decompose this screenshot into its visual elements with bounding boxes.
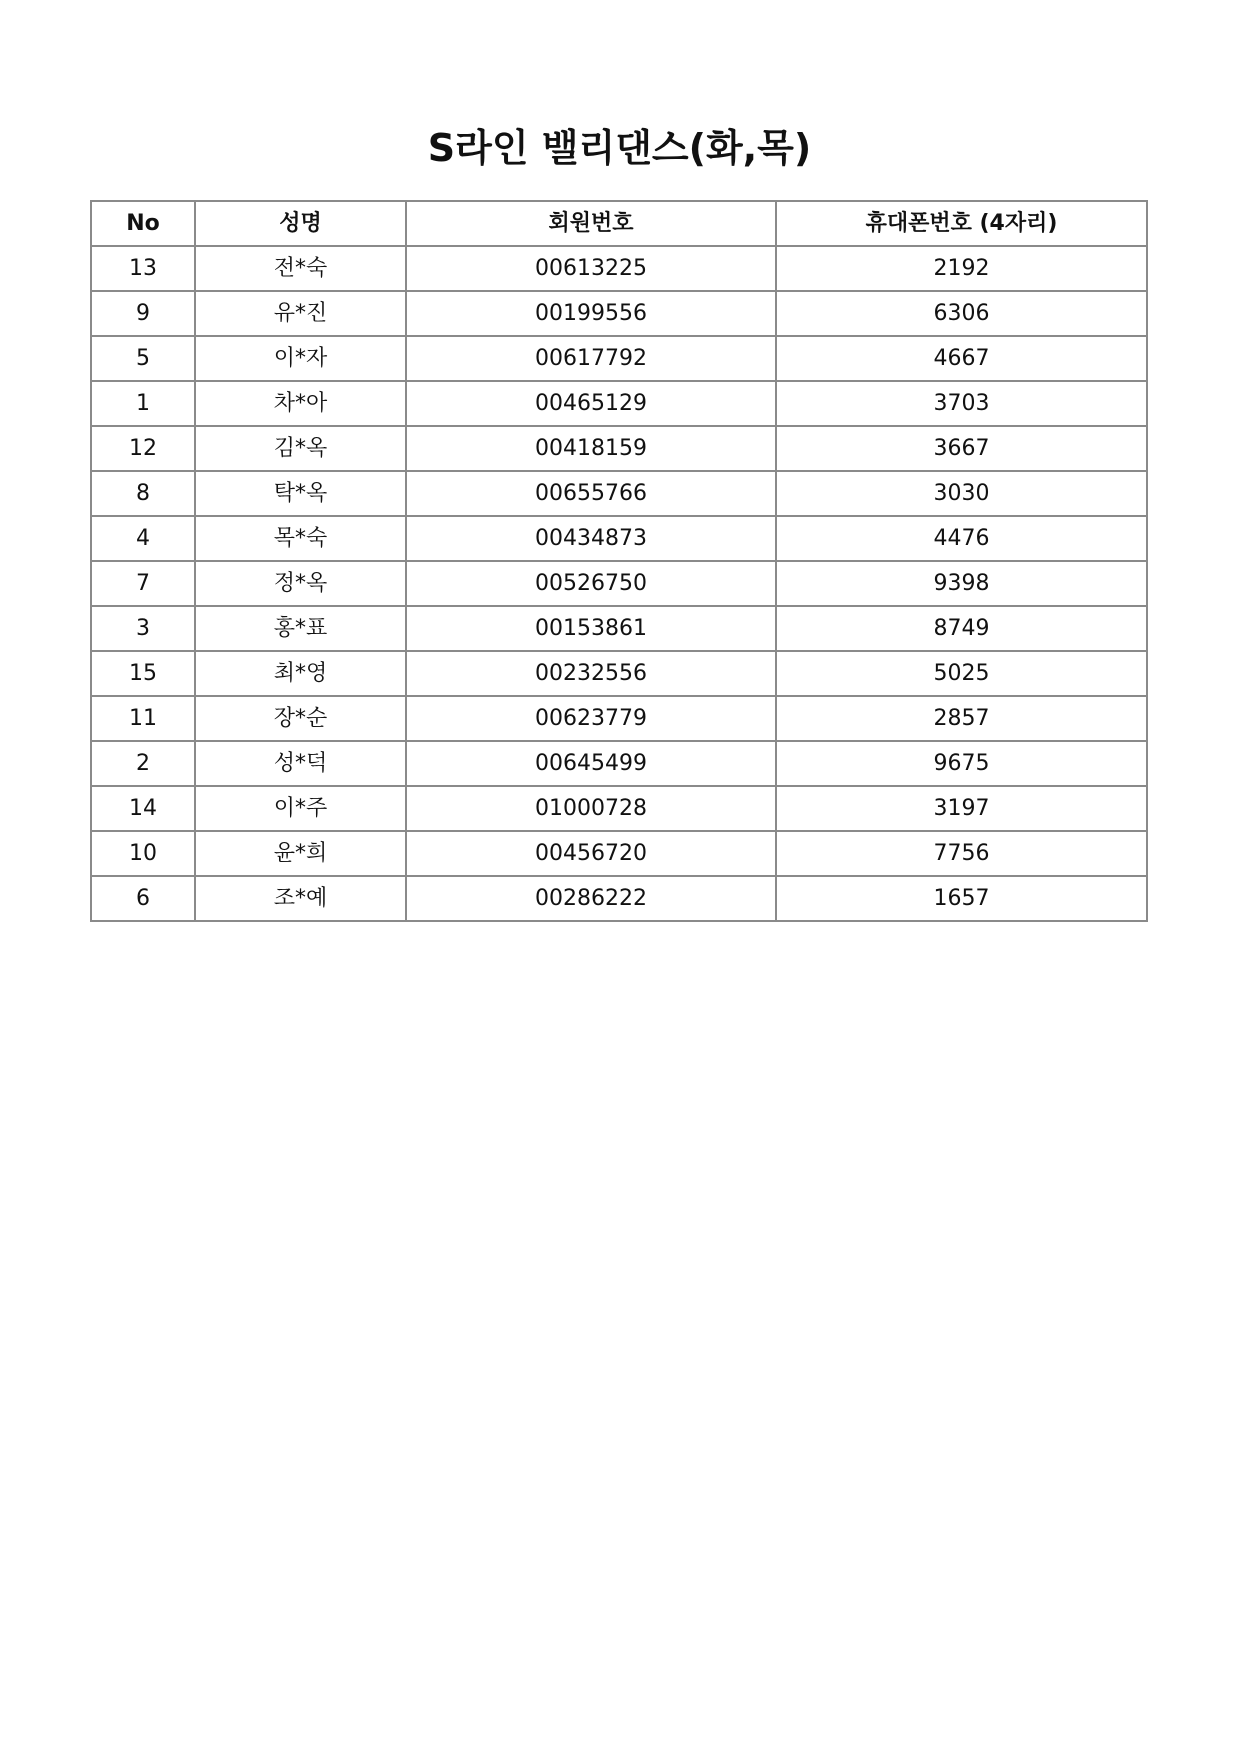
cell-phone: 2192 bbox=[776, 246, 1147, 291]
cell-no: 14 bbox=[91, 786, 195, 831]
cell-member-id: 00232556 bbox=[406, 651, 776, 696]
cell-member-id: 00617792 bbox=[406, 336, 776, 381]
cell-no: 10 bbox=[91, 831, 195, 876]
cell-name: 전*숙 bbox=[195, 246, 406, 291]
table-row bbox=[91, 876, 1147, 921]
cell-name: 목*숙 bbox=[195, 516, 406, 561]
cell-phone: 9398 bbox=[776, 561, 1147, 606]
cell-no: 15 bbox=[91, 651, 195, 696]
cell-no: 7 bbox=[91, 561, 195, 606]
cell-phone: 8749 bbox=[776, 606, 1147, 651]
cell-name: 차*아 bbox=[195, 381, 406, 426]
cell-member-id: 00613225 bbox=[406, 246, 776, 291]
cell-phone: 3703 bbox=[776, 381, 1147, 426]
cell-name: 최*영 bbox=[195, 651, 406, 696]
table-header-row bbox=[91, 201, 1147, 246]
cell-no: 6 bbox=[91, 876, 195, 921]
table-row bbox=[91, 246, 1147, 291]
cell-no: 11 bbox=[91, 696, 195, 741]
cell-phone: 3030 bbox=[776, 471, 1147, 516]
cell-no: 13 bbox=[91, 246, 195, 291]
table-row bbox=[91, 426, 1147, 471]
cell-member-id: 00526750 bbox=[406, 561, 776, 606]
cell-no: 9 bbox=[91, 291, 195, 336]
cell-no: 8 bbox=[91, 471, 195, 516]
cell-name: 조*예 bbox=[195, 876, 406, 921]
cell-member-id: 00199556 bbox=[406, 291, 776, 336]
cell-phone: 1657 bbox=[776, 876, 1147, 921]
cell-member-id: 00655766 bbox=[406, 471, 776, 516]
header-phone: 휴대폰번호 (4자리) bbox=[776, 201, 1147, 246]
cell-no: 5 bbox=[91, 336, 195, 381]
table-row bbox=[91, 381, 1147, 426]
cell-member-id: 01000728 bbox=[406, 786, 776, 831]
page-title: S라인 밸리댄스(화,목) bbox=[427, 126, 812, 170]
cell-member-id: 00465129 bbox=[406, 381, 776, 426]
cell-member-id: 00456720 bbox=[406, 831, 776, 876]
cell-phone: 3197 bbox=[776, 786, 1147, 831]
table-row bbox=[91, 786, 1147, 831]
cell-member-id: 00418159 bbox=[406, 426, 776, 471]
cell-phone: 5025 bbox=[776, 651, 1147, 696]
header-no: No bbox=[91, 201, 195, 246]
cell-no: 3 bbox=[91, 606, 195, 651]
table-row bbox=[91, 606, 1147, 651]
cell-no: 12 bbox=[91, 426, 195, 471]
cell-name: 장*순 bbox=[195, 696, 406, 741]
cell-member-id: 00623779 bbox=[406, 696, 776, 741]
cell-member-id: 00645499 bbox=[406, 741, 776, 786]
table-row bbox=[91, 651, 1147, 696]
cell-name: 김*옥 bbox=[195, 426, 406, 471]
member-table bbox=[90, 200, 1148, 922]
cell-phone: 4667 bbox=[776, 336, 1147, 381]
cell-member-id: 00286222 bbox=[406, 876, 776, 921]
cell-name: 정*옥 bbox=[195, 561, 406, 606]
cell-no: 4 bbox=[91, 516, 195, 561]
table-row bbox=[91, 516, 1147, 561]
cell-name: 유*진 bbox=[195, 291, 406, 336]
cell-phone: 2857 bbox=[776, 696, 1147, 741]
table-row bbox=[91, 741, 1147, 786]
cell-no: 2 bbox=[91, 741, 195, 786]
table-row bbox=[91, 696, 1147, 741]
cell-phone: 3667 bbox=[776, 426, 1147, 471]
cell-phone: 4476 bbox=[776, 516, 1147, 561]
header-member-id: 회원번호 bbox=[406, 201, 776, 246]
cell-name: 탁*옥 bbox=[195, 471, 406, 516]
cell-name: 이*자 bbox=[195, 336, 406, 381]
cell-phone: 6306 bbox=[776, 291, 1147, 336]
header-name: 성명 bbox=[195, 201, 406, 246]
table-row bbox=[91, 831, 1147, 876]
table-row bbox=[91, 336, 1147, 381]
table-row bbox=[91, 291, 1147, 336]
cell-name: 홍*표 bbox=[195, 606, 406, 651]
cell-name: 이*주 bbox=[195, 786, 406, 831]
table-body bbox=[91, 246, 1147, 921]
cell-no: 1 bbox=[91, 381, 195, 426]
cell-phone: 7756 bbox=[776, 831, 1147, 876]
cell-member-id: 00434873 bbox=[406, 516, 776, 561]
cell-name: 윤*희 bbox=[195, 831, 406, 876]
cell-name: 성*덕 bbox=[195, 741, 406, 786]
cell-phone: 9675 bbox=[776, 741, 1147, 786]
cell-member-id: 00153861 bbox=[406, 606, 776, 651]
table-row bbox=[91, 561, 1147, 606]
table-row bbox=[91, 471, 1147, 516]
